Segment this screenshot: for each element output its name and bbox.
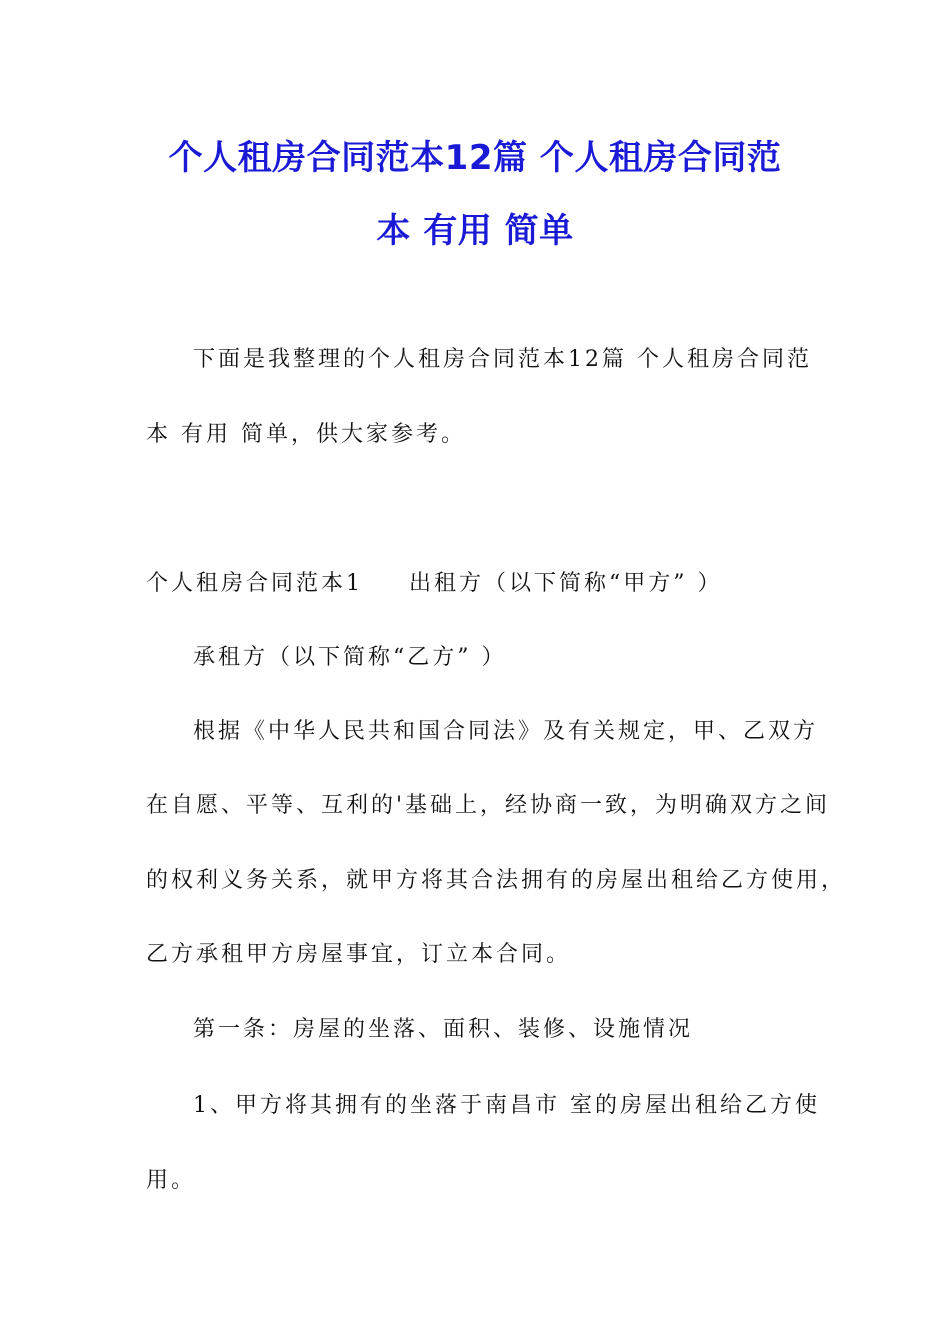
intro-line-2: 本 有用 简单，供大家参考。 xyxy=(146,422,466,447)
lessor-line: 出租方（以下简称“甲方” ） xyxy=(409,571,723,596)
paragraph-line-3: 的权利义务关系，就甲方将其合法拥有的房屋出租给乙方使用， xyxy=(146,868,847,893)
paragraph-line-2: 在自愿、平等、互利的'基础上，经协商一致，为明确双方之间 xyxy=(146,793,831,818)
paragraph-line-4: 乙方承租甲方房屋事宜，订立本合同。 xyxy=(146,942,572,967)
clause-1-line-2: 用。 xyxy=(146,1168,197,1193)
lessee-line: 承租方（以下简称“乙方” ） xyxy=(193,645,507,670)
paragraph-line-1: 根据《中华人民共和国合同法》及有关规定，甲、乙双方 xyxy=(193,719,819,744)
intro-line-1: 下面是我整理的个人租房合同范本12篇 个人租房合同范 xyxy=(193,347,812,372)
clause-1-line-1: 1、甲方将其拥有的坐落于南昌市 室的房屋出租给乙方使 xyxy=(193,1093,820,1118)
article-1-heading: 第一条：房屋的坐落、面积、装修、设施情况 xyxy=(193,1017,694,1042)
section-heading-row xyxy=(146,569,723,599)
section-heading: 个人租房合同范本1 xyxy=(146,571,363,596)
document-title-line-2: 本 有用 简单 xyxy=(376,211,574,251)
document-title-line-1: 个人租房合同范本12篇 个人租房合同范 xyxy=(168,138,782,178)
